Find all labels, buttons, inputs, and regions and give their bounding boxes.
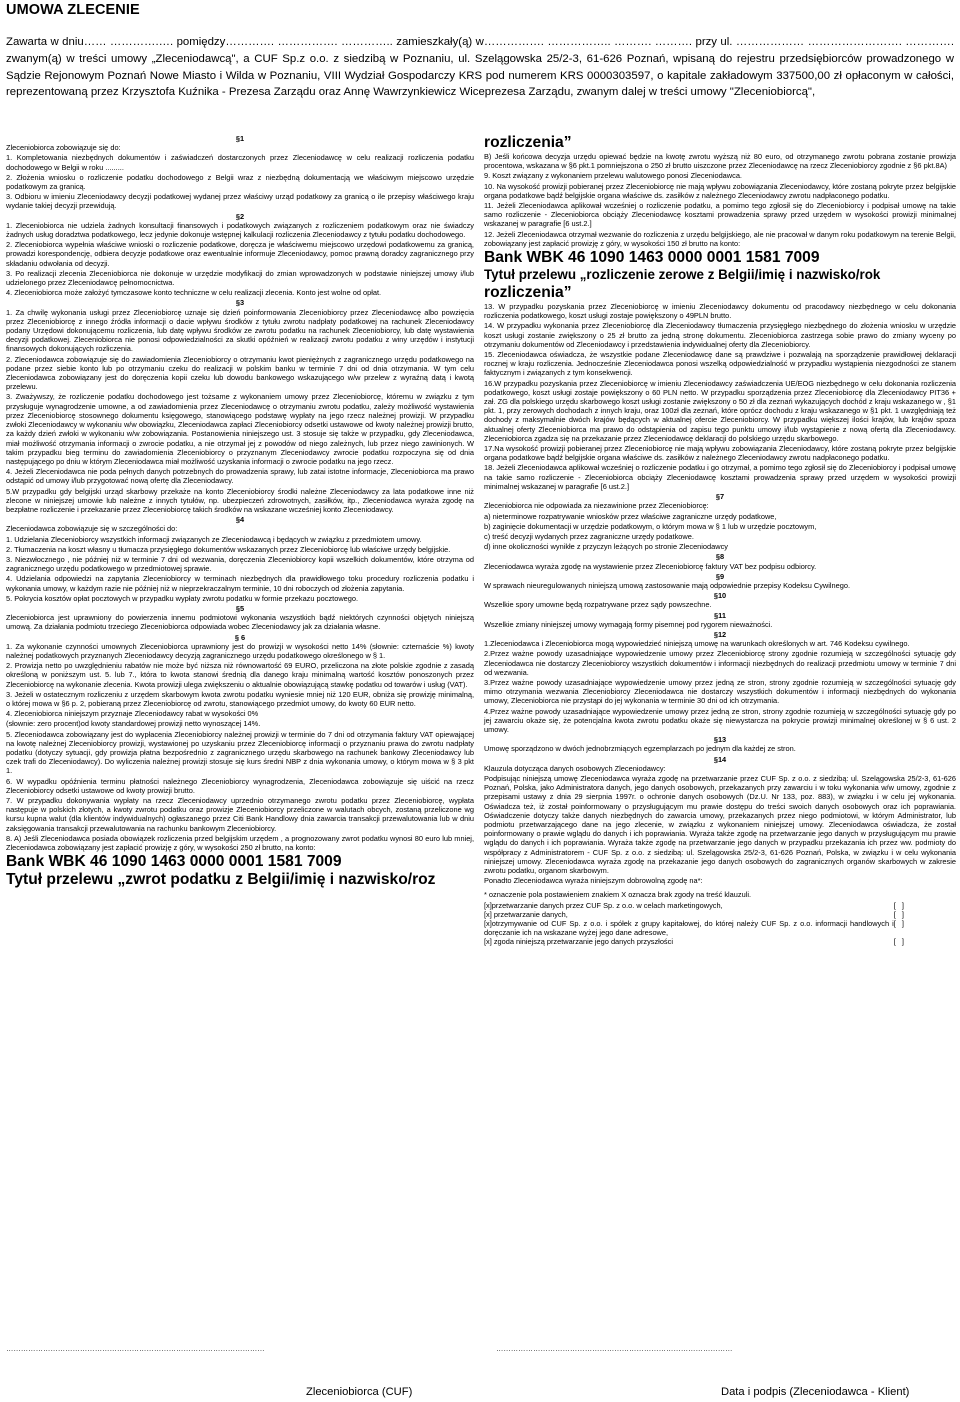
paragraph: c) treść decyzji wydanych przez zagraniczne urzędy podatkowe. [484, 531, 694, 541]
section-14-heading: §14 [713, 754, 727, 764]
paragraph: 4. Udzielania odpowiedzi na zapytania Zleceniobiorcy w terminach niezbędnych dla prawidłowego toku procedury rozliczenia podatku i wykonania umowy, w każdym razie nie później niż w nieprzekraczalnym terminie, 10 dni roboczych od złożenia zapytania. [6, 574, 474, 593]
paragraph: 2. Zleceniobiorca wypełnia właściwe wnioski o rozliczenie podatkowe, doręcza je właściwemu miejscowo urzędowi podatkowemu za granicą, prowadzi korespondencję, odbiera decyzje podatkowe oraz ewentualnie informuje Zleceniodawcy, pomoc prawną doradcy zagranicznego przy składaniu odwołania od decyzji. [6, 240, 474, 268]
paragraph: 3. Po realizacji zlecenia Zleceniobiorca nie dokonuje w urzędzie modyfikacji do zmian wprowadzonych w podstawie niniejszej umowy i/lub udzielonego przez Zleceniodawcę pełnomocnictwa. [6, 268, 474, 288]
paragraph: 12. Jeżeli Zleceniodawca otrzymał wezwanie do rozliczenia z urzędu belgijskiego, ale nie pracował w danym roku podatkowym na terenie Belgii, zobowiązany jest zapłacić prowizję z góry, w wysokości 150 zł brutto na konto: [484, 229, 956, 248]
signature-dots: …………………………………………………………………………………… [496, 1344, 733, 1353]
paragraph: 18. Jeżeli Zleceniodawca aplikował wcześniej o rozliczenie podatku i go otrzymał, a pomimo tego zgłosił się do Zleceniobiorcy i podpisał umowę na takie samo rozliczenie - Zleceniobiorca obciąży Zleceniodawcę kosztami prowadzenia sprawy przed urzędem w wysokości prowizji minimalnej wskazanej w paragrafie [6 ust.2.] [484, 463, 956, 491]
paragraph: Wszelkie spory umowne będą rozpatrywane przez sądy powszechne. [484, 600, 712, 610]
section-6-heading: § 6 [234, 632, 246, 642]
paragraph: b) zaginięcie dokumentacji w urzędzie podatkowym, o którym mowa w § 1 lub w urzędzie pocztowym, [484, 521, 817, 531]
paragraph: 1.Zleceniodawca i Zleceniobiorca mogą wypowiedzieć niniejszą umowę na warunkach określonych w art. 746 Kodeksu cywilnego. [484, 639, 910, 649]
paragraph: 8. A) Jeśli Zleceniodawca posiada obowiązek rozliczenia przed belgijskim urzędem , a prognozowany zwrot podatku wynosi 80 euro lub mniej, Zleceniodawca zobowiązany jest zapłacić prowizję z góry, w wysokości 250 zł brutto, na konto: [6, 833, 474, 853]
paragraph: 6. W wypadku opóźnienia terminu płatności należnego Zleceniobiorcy wynagrodzenia, Zleceniodawca zobowiązuje się uiścić na rzecz Zleceniobiorcy odsetki ustawowe od kwoty prowizji brutto. [6, 776, 474, 795]
paragraph: 1. Za wykonanie czynności umownych Zleceniobiorca uprawniony jest do prowizji w wysokości netto 14% (słownie: czternaście %) kwoty należnej podatkowych przyznanych Zleceniodawcy decyzją zagranicznego urzędu podatkowego określonego w § 1. [6, 641, 474, 660]
paragraph: 1. Kompletowania niezbędnych dokumentów i zaświadczeń dostarczonych przez Zleceniodawcę w celu realizacji rozliczenia podatku dochodowego w Belgii w roku ......... [6, 153, 474, 172]
section-12-heading: §12 [713, 629, 727, 639]
paragraph: 13. W przypadku pozyskania przez Zleceniobiorcę w imieniu Zleceniodawcy dokumentu od pracodawcy niezbędnego w celu dokonania rozliczenia podatkowego, koszt usługi zostaje powiększony o 49PLN brutto. [484, 302, 956, 321]
paragraph: Ponadto Zleceniodawca wyraża niniejszym dobrowolną zgodę na*: [484, 876, 703, 886]
left-column [6, 134, 474, 889]
paragraph: 5.W przypadku gdy belgijski urząd skarbowy przekaże na konto Zleceniobiorcy środki należne Zleceniodawcy za lata podatkowe inne niż zlecone w niniejszej umowie lub należne z innych tytułów, np. ubezpieczeń zdrowotnych, zasiłków, itp., Zleceniodawca wyraża zgodę na bezpłatne rozliczenie i przekazanie przez Zleceniobiorcę takich środków na wskazane wcześniej konto Zleceniodawcy. [6, 486, 474, 514]
contract-body [6, 134, 954, 1334]
paragraph: 10. Na wysokość prowizji pobieranej przez Zleceniobiorcę nie mają wpływu zobowiązania Zleceniodawcy, które zostaną pokryte przez belgijskie organa podatkowe bądź belgijskie organa właściwe ds. zasiłków z należnego Zleceniodawcy zwrotu nadpłaconego podatku. [484, 181, 956, 200]
paragraph: Podpisując niniejszą umowę Zleceniodawca wyraża zgodę na przetwarzanie przez CUF Sp. z o.o. z siedzibą: ul. Szelągowska 25/2-3, 61-626 Poznań, Polska, jako Administratora danych, jego danych osobowych, przekazanych przy zawarciu i w toku wykonania w/w umowy, zgodnie z przepisami ustawy z dnia 29 sierpnia 1997r. o ochronie danych osobowych (Dz.U. Nr 133, poz. 883), w związku i w celu jej wykonania. Oświadcza też, iż został poinformowany o przysługującym mu prawie dostępu do treści swoich danych osobowych oraz ich poprawiania. Oświadczenie dotyczy także danych niezbędnych do zawarcia umowy, przekazanych przez niego podmiotowi, w którym Administrator, lub podmiotu przetwarzającego dane na jego zlecenie, w związku z wykonaniem niniejszej umowy. Zleceniodawca oświadcza, że został poinformowany o prawie wglądu do danych i ich poprawiania. Wyraża także zgodę na przetwarzanie jego danych w przysługującym mu prawie wglądu do danych i ich poprawiania. Wyraża także zgodę na przetwarzanie jego danych w przypadku przekazania ich przez ww. podmioty do współpracy z Administratorem - CUF Sp. z o.o. z siedzibą: ul. Szelągowska 25/2-3, 61-626 Poznań, Polska, w związku i w celu wykonania niniejszej umowy. Zleceniodawca wyraża zgodę na przekazanie jego danych osobowych do zagranicznych organów skarbowych w zakresie zwrotu podatku, organom skarbowym. [484, 773, 956, 876]
paragraph: Zleceniobiorca nie odpowiada za niezawinione przez Zleceniobiorcę: [484, 501, 709, 511]
paragraph: Zleceniobiorca jest uprawniony do powierzenia innemu podmiotowi wykonania wszystkich bądź niektórych czynności objętych niniejszą umową. Za działania podmiotu trzeciego Zleceniobiorca odpowiada wobec Zleceniodawcy jak za działania własne. [6, 613, 474, 632]
consent-checkbox[interactable]: [ ] [893, 909, 904, 919]
consent-item [484, 919, 956, 937]
paragraph: 3.Przez ważne powody uzasadniające wypowiedzenie umowy przez jedną ze stron, strony zgodnie rozumieją w szczególności sytuację gdy mimo otrzymania wezwania Zleceniobiorcy Zleceniodawca nie dostarczy wszystkich dokumentów i informacji niezbędnych do wykonania umowy, Zleceniobiorca nie przystąpi do jej wykonania w terminie 30 dni od ich otrzymania. [484, 677, 956, 706]
right-column [484, 134, 956, 947]
signature-line-right [496, 1344, 936, 1353]
consent-label: [x] zgoda niniejszą przetwarzanie jego danych przyszłości [484, 937, 673, 947]
paragraph: 5. Zleceniodawca zobowiązany jest do wypłacenia Zleceniobiorcy należnej prowizji w terminie do 7 dni od otrzymania faktury VAT opiewającej na kwotę należnej Zleceniobiorcy prowizji, wystawionej po uzyskaniu przez Zleceniobiorcę informacji o przyznaniu prawa do zwrotu nadpłaty podatku (dotyczy sytuacji, gdy prowizja płatna bezpośrednio z zagranicznego urzędu skarbowego na rachunek bankowy Zleceniodawcy lub czek trafi do Zleceniodawcy). Do wyliczenia należnej prowizji stosuje się kurs średni NBP z dnia wykonania umowy, o którym mowa w § 3 pkt 1. [6, 729, 474, 776]
paragraph: 5. Pokrycia kosztów opłat pocztowych w przypadku wypłaty zwrotu podatku w formie przekazu pocztowego. [6, 593, 359, 603]
paragraph: 4. Jeżeli Zleceniodawca nie poda pełnych danych potrzebnych do prowadzenia sprawy, lub zatai istotne informacje, Zleceniobiorca ma prawo odstąpić od umowy i/lub przygotować nową ofertę dla Zleceniodawcy. [6, 467, 474, 486]
section-13-heading: §13 [713, 735, 727, 745]
paragraph: Wszelkie zmiany niniejszej umowy wymagają formy pisemnej pod rygorem nieważności. [484, 619, 773, 629]
consent-checkbox[interactable]: [ ] [893, 919, 904, 929]
section-1-heading: §1 [235, 134, 245, 143]
consent-item [484, 937, 956, 946]
paragraph: 1. Zleceniobiorca nie udziela żadnych konsultacji finansowych i podatkowych związanych z rozliczeniem podatkowym oraz nie świadczy żadnych usług doradztwa podatkowego, lecz jedynie dokonuje wstępnej kalkulacji rozliczenia Zleceniodawcy z tytułu podatku dochodowego. [6, 220, 474, 240]
consent-checkbox[interactable]: [ ] [893, 937, 904, 947]
paragraph: 4.Przez ważne powody uzasadniające wypowiedzenie umowy przez jedną ze stron, strony zgodnie rozumieją w szczególności sytuację gdy po jej zawarciu okaże się, że potencjalna kwota zwrotu podatku okaże się niewystarcza na pokrycie prowizji minimalnej określonej w § 6 ust. 2 umowy. [484, 706, 956, 734]
paragraph: 1. Za chwilę wykonania usługi przez Zleceniobiorcę uznaje się dzień poinformowania Zleceniobiorcy przez Zleceniodawcę albo powzięcia przez Zleceniobiorcę z innego źródła informacji o dacie wpływu środków z tytułu zwrotu nadpłaty podatkowej na rachunek Zleceniodawcy podany Urzędowi dokonującemu rozliczenia, lub datę wpływu środków ze zwrotu podatku na rachunek Zleceniobiorcy, lub datę wystawienia decyzji podatkowej. Zleceniobiorca nie ponosi odpowiedzialności za skutki opóźnień w realizacji zwrotu podatku z winy urzędów i instytucji finansowych dokonujących rozliczenia. [6, 307, 474, 354]
paragraph: 11. Jeżeli Zleceniodawca aplikował wcześniej o rozliczenie podatku, a pomimo tego zgłosił się do Zleceniobiorcy i podpisał umowę na takie samo rozliczenie - Zleceniobiorca obciąży Zleceniodawcę kosztami prowadzenia sprawy przed urzędem w wysokości prowizji minimalnej wskazanej w paragrafie [6 ust.2.] [484, 201, 956, 229]
paragraph: 16.W przypadku pozyskania przez Zleceniobiorcę w imieniu Zleceniodawcy zaświadczenia UE/EOG niezbędnego w celu dokonania rozliczenia podatkowego, koszt usługi zostaje powiększony o 60 PLN netto. W przypadku sporządzenia przez Zleceniobiorcę dla Zleceniodawcy PIT36 + zał. ZG dla polskiego urzędu skarbowego koszt usługi zostanie zwiększony o 50 zł dla zeznań wykazujących dochód z kraju wskazanego w , §1 pkt. 1, przy zerowych dochodach z innych kraju, oraz 100zł dla zeznań, które oprócz dochodu z kraju wskazanego w §1 pkt. 1 uwzględniają też dochody z maksymalnie dwóch krajów będących w aktualnej ofercie Zleceniobiorcy. W przypadku większej ilości krajów, lub krajów spoza aktualnej oferty Zleceniobiorca ma prawo do odstąpienia od zapisu tego punktu umowy i/lub wystąpienie z nową ofertą dla Zleceniodawcy. Zleceniobiorca zgadza się na przekazanie przez Zleceniodawcę deklaracji do polskiego urzędu skarbowego. [484, 378, 956, 443]
paragraph: 2. Zleceniodawca zobowiązuje się do zawiadomienia Zleceniobiorcy o otrzymaniu kwot pieniężnych z zagranicznego urzędu podatkowego na podane przez siebie konto lub po otrzymaniu czeku do realizacji w polskim banku w terminie 7 dni od dnia otrzymania. W tym celu Zleceniodawca zobowiązany jest do doręczenia kopii czeku lub dowodu bankowego wskazującego w/w przelew z wyraźną datą i kwotą przelewu. [6, 354, 474, 392]
paragraph: * oznaczenie pola postawieniem znakiem X oznacza brak zgody na treść klauzuli. [484, 890, 752, 900]
bank-account-number: Bank WBK 46 1090 1463 0000 0001 1581 7009 [484, 249, 820, 267]
section-7-heading: §7 [715, 492, 725, 502]
section-4-heading: §4 [235, 515, 245, 525]
paragraph: Umowę sporządzono w dwóch jednobrzmiących egzemplarzach po jednym dla każdej ze stron. [484, 744, 796, 754]
paragraph: 15. Zleceniodawca oświadcza, że wszystkie podane Zleceniodawcę dane są prawdziwe i pozwalają na sporządzenie prawidłowej deklaracji rocznej w kraju rozliczenia. Jednocześnie Zleceniodawca ponosi wszelką odpowiedzialność w przypadku wystąpienia niezgodności ze stanem faktycznym i związanych z tym konsekwencji. [484, 350, 956, 378]
paragraph: 3. Odbioru w imieniu Zleceniodawcy decyzji podatkowej wydanej przez właściwy urząd podatkowy za granicą o ile przepisy właściwego kraju wydanie takiej decyzji przewidują. [6, 192, 474, 211]
paragraph: 2.Przez ważne powody uzasadniające wypowiedzenie umowy przez Zleceniobiorcę strony zgodnie rozumieją w szczególności sytuację gdy Zleceniodawca nie dostarczy Zleceniobiorcy wszystkich dokumentów i informacji niezbędnych do realizacji przedmiotu umowy w terminie 7 dni od wezwania. [484, 649, 956, 677]
paragraph: 3. Zważywszy, że rozliczenie podatku dochodowego jest tożsame z wykonaniem umowy przez Zleceniobiorcę, któremu w związku z tym przysługuje wynagrodzenie umowne, a od zawiadomienia przez Zleceniodawcę o otrzymaniu zwrotu podatku, zależy możliwość wystawienia przez Zleceniobiorcę stosownego dokumentu księgowego, stanowiącego podstawę wypłaty na jego rzecz należnej prowizji. W przypadku zwłoki Zleceniodawcy w wykonaniu w/w obowiązku, Zleceniodawca zapłaci Zleceniobiorcy odsetki ustawowe od kwoty należnej prowizji brutto, za każdy dzień zwłoki w wykonaniu w/w zobowiązania. Postanowienia niniejszego ust. 3 stosuje się także w przypadku, gdy Zleceniodawca, miał możliwość otrzymania informacji o zwrocie podatku, a nie otrzymał jej z powodów od niego zależnych, lub przez niego zawinionych. W takim przypadku bieg terminu do zawiadomienia Zleceniobiorcy o przyznanym Zleceniodawcy zwrocie podatku rozpoczyna się od dnia następującego po dniu w którym Zleceniodawca miał możliwość uzyskania informacji o zwrocie podatku na jego rzecz. [6, 392, 474, 466]
signature-label-client: Data i podpis (Zleceniodawca - Klient) [721, 1386, 910, 1398]
paragraph: 4. Zleceniobiorca niniejszym przyznaje Zleceniodawcy rabat w wysokości 0% [6, 709, 259, 719]
paragraph: 3. Jeżeli w ostatecznym rozliczeniu z urzędem skarbowym kwota zwrotu podatku wyniesie mniej niż 120 EUR, obniża się prowizję minimalną, o której mowa w §6 p. 2, pobieraną przez Zleceniobiorcę od zwrotu, stanowiącego przedmiot umowy, do kwoty 60 EUR netto. [6, 689, 474, 708]
paragraph: a) nieterminowe rozpatrywanie wniosków przez właściwe zagraniczne urzędy podatkowe, [484, 511, 777, 521]
paragraph: Klauzula dotycząca danych osobowych Zleceniodawcy: [484, 763, 666, 773]
signature-dots: …………………………………………………………………………………………… [6, 1344, 265, 1353]
paragraph: B) Jeśli końcowa decyzja urzędu opiewać będzie na kwotę zwrotu wyższą niż 80 euro, od otrzymanego zwrotu pobrana zostanie prowizja procentowa, wskazana w §6 pkt.1 pomniejszona o 250 zł brutto uiszczone przez Zleceniodawcę na rzecz Zleceniobiorcy zgodnie z §6 pkt.8A) [484, 152, 956, 171]
consent-item [484, 901, 956, 910]
section-11-heading: §11 [714, 610, 726, 620]
signature-line-left [6, 1344, 476, 1353]
paragraph: 7. W przypadku dokonywania wypłaty na rzecz Zleceniodawcy uprzednio otrzymanego zwrotu podatku przez Zleceniobiorcę, wypłata następuje w polskich złotych, a kwoty zwrotu podatku oraz prowizje Zleceniobiorcy przeliczone w walutach obcych, zostaną przeliczone wg kursu kupna walut (dla klientów indywidualnych) ogłaszanego przez Citi Bank Handlowy dnia zawarcia transakcji przewalutowania lub w dniu zaksięgowania transakcji przewalutowania na rachunku bankowym Zleceniobiorcy. [6, 796, 474, 833]
consent-checkbox[interactable]: [ ] [893, 900, 904, 910]
consent-item [484, 910, 956, 919]
section-9-heading: §9 [715, 571, 725, 581]
paragraph: 2. Tłumaczenia na koszt własny u tłumacza przysięgłego dokumentów wskazanych przez Zleceniobiorcę lub właściwe urzędy belgijskie. [6, 544, 451, 554]
section-8-heading: §8 [715, 552, 725, 562]
paragraph: Zleceniodawca wyraża zgodę na wystawienie przez Zleceniobiorcę faktury VAT bez podpisu odbiorcy. [484, 561, 817, 571]
section-3-heading: §3 [235, 298, 245, 308]
signature-label-contractor: Zleceniobiorca (CUF) [306, 1386, 413, 1398]
transfer-title-continuation: rozliczenia” [484, 134, 572, 151]
section-2-heading: §2 [235, 211, 245, 221]
paragraph: (słownie: zero procent)od kwoty standardowej prowizji netto wynoszącej 14%. [6, 719, 261, 729]
contract-page [0, 2, 960, 1402]
consent-label: [x]otrzymywanie od CUF Sp. z o.o. i spółek z grupy kapitałowej, do której należy CUF Sp. z o.o. informacji handlowych i doręczanie ich na wskazane wyżej jego dane adresowe, [484, 919, 894, 938]
paragraph: W sprawach nieuregulowanych niniejszą umową zastosowanie mają odpowiednie przepisy Kodeksu Cywilnego. [484, 580, 851, 590]
paragraph: 14. W przypadku wykonania przez Zleceniobiorcę dla Zleceniodawcy tłumaczenia przysięgłego niezbędnego do złożenia wniosku w urzędzie koszt usługi zostanie zwiększony o 25 zł brutto za jedną stronę dokumentu. Zleceniobiorca zastrzega sobie prawo do zmiany wyceny po otrzymaniu dokumentów od Zleceniodawcy i przedstawienia indywidualnej oferty dla Zleceniobiorcy. [484, 321, 956, 349]
paragraph: 1. Udzielania Zleceniobiorcy wszystkich informacji związanych ze Zleceniodawcą i będących w związku z przedmiotem umowy. [6, 534, 422, 544]
paragraph: Zleceniobiorca zobowiązuje się do: [6, 143, 121, 153]
paragraph: Zleceniodawca zobowiązuje się w szczególności do: [6, 524, 178, 534]
paragraph: 2. Złożenia wniosku o rozliczenie podatku dochodowego z Belgii wraz z niezbędną dokumentacją we właściwym miejscowo urzędzie podatkowym za granicą. [6, 172, 474, 192]
paragraph: 9. Koszt związany z wykonaniem przelewu walutowego ponosi Zleceniodawca. [484, 171, 742, 181]
paragraph: 4. Zleceniobiorca może założyć tymczasowe konto techniczne w celu realizacji zlecenia. Konto jest wolne od opłat. [6, 288, 382, 298]
document-title: UMOWA ZLECENIE [6, 2, 140, 18]
consent-label: [x] przetwarzanie danych, [484, 909, 568, 919]
paragraph: d) inne okoliczności wynikłe z przyczyn leżących po stronie Zleceniodawcy [484, 542, 728, 552]
paragraph: 2. Prowizja netto po uwzględnieniu rabatów nie może być niższa niż równowartość 69 EURO, przeliczona na złote polskie zgodnie z zasadą określoną w poniższym ust. 5. lub 7., która to kwota stanowi średnią dla danego kraju minimalną wartość kosztów ponoszonych przez Zleceniobiorcę na wykonanie zlecenia. Kwota prowizji ulega zwiększeniu o aktualnie obowiązującą stawkę podatku od towarów i usług (VAT). [6, 661, 474, 689]
section-10-heading: §10 [713, 591, 727, 601]
bank-account-number: Bank WBK 46 1090 1463 0000 0001 1581 7009 [6, 853, 342, 871]
paragraph: 3. Niezwłocznego , nie później niż w terminie 7 dni od wezwania, doręczenia Zleceniobiorcy kopii wszelkich dokumentów, które otrzyma od zagranicznego urzędu podatkowego w przedmiotowej sprawie. [6, 554, 474, 574]
transfer-title: Tytuł przelewu „rozliczenie zerowe z Belgii/imię i nazwisko/rok [484, 267, 881, 283]
intro-paragraph: Zawarta w dniu…… ………….…. pomiędzy…………. ……………. ………….. zamieszkały(ą) w……………. …………….. ………. ………. przy ul. ……………… ……………………. …………. zwanym(ą) w treści umowy „Zleceniodawcą", a CUF Sp.z o.o. z siedzibą w Poznaniu, ul. Szelągowska 25/2-3, 61-626 Poznań, wpisaną do rejestru przedsiębiorców prowadzonego w Sądzie Rejonowym Poznań Nowe Miasto i Wilda w Poznaniu, VIII Wydział Gospodarczy KRS pod numerem KRS 0000303597, o kapitale zakładowym 337500,00 zł opłaconym w całości, reprezentowaną przez Krzysztofa Kuźnika - Prezesa Zarządu oraz Annę Wawrzynkiewicz Wiceprezesa Zarządu, zwanym dalej w treści umowy "Zleceniobiorcą", [6, 36, 954, 99]
paragraph: 17.Na wysokość prowizji pobieranej przez Zleceniobiorcę nie mają wpływu zobowiązania Zleceniodawcy, które zostaną pokryte przez belgijskie organa podatkowe bądź belgijskie organa właściwe ds. zasiłków z należnego Zleceniodawcy zwrotu nadpłaconego podatku. [484, 444, 956, 463]
section-5-heading: §5 [235, 603, 245, 613]
transfer-title: Tytuł przelewu „zwrot podatku z Belgii/imię i nazwisko/roz [6, 871, 436, 889]
transfer-title-continuation: rozliczenia” [484, 284, 572, 302]
consent-label: [x]przetwarzanie danych przez CUF Sp. z o.o. w celach marketingowych, [484, 900, 723, 910]
